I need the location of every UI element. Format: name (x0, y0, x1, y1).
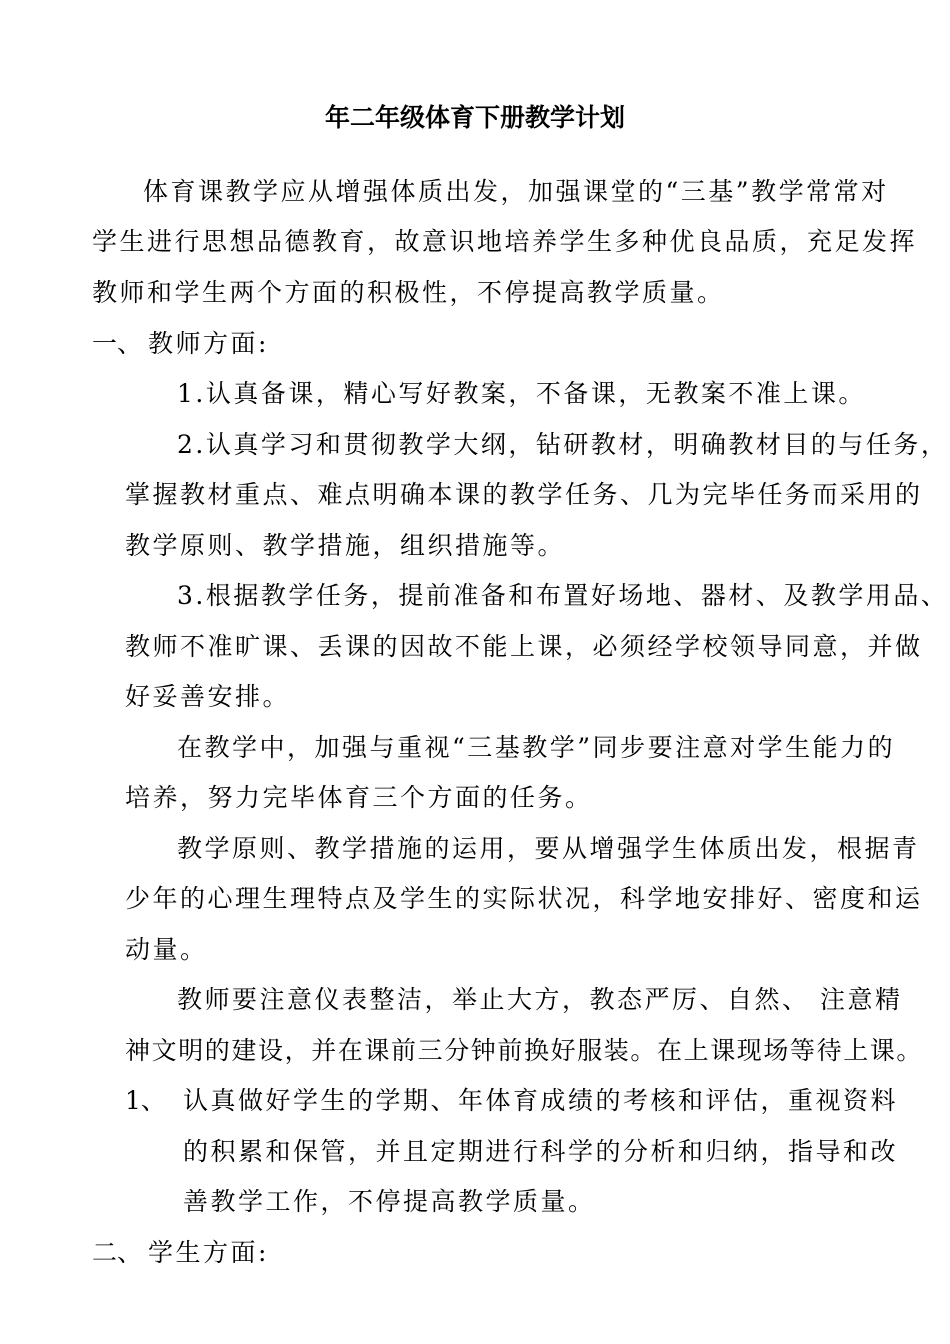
item-2-line-2: 掌握教材重点、难点明确本课的教学任务、几为完毕任务而采用的 (125, 480, 923, 509)
item-1-line-1: 1.认真备课，精心写好教案，不备课，无教案不准上课。 (177, 379, 866, 408)
para-5-line-1: 教学原则、教学措施的运用，要从增强学生体质出发，根据青 (177, 834, 920, 863)
item-3-line-2: 教师不准旷课、丢课的因故不能上课，必须经学校领导同意，并做 (125, 632, 923, 661)
item-2-line-1: 2.认真学习和贯彻教学大纲，钻研教材，明确教材目的与任务， (177, 430, 949, 459)
section-1-heading: 教师方面: (148, 329, 269, 358)
para-6-line-2: 神文明的建设，并在课前三分钟前换好服装。在上课现场等待上课。 (125, 1036, 924, 1065)
intro-line-3: 教师和学生两个方面的积极性，不停提高教学质量。 (92, 278, 725, 307)
section-2-heading: 学生方面: (148, 1238, 269, 1267)
section-1-number: 一、 (92, 329, 143, 358)
item-2-line-3: 教学原则、教学措施，组织措施等。 (125, 531, 566, 560)
para-4-line-1: 在教学中，加强与重视“三基教学”同步要注意对学生能力的 (177, 733, 896, 762)
intro-line-2: 学生进行思想品德教育，故意识地培养学生多种优良品质，充足发挥 (92, 227, 918, 256)
para-5-line-2: 少年的心理生理特点及学生的实际状况，科学地安排好、密度和运 (125, 884, 923, 913)
intro-line-1: 体育课教学应从增强体质出发，加强课堂的“三基”教学常常对 (143, 177, 889, 206)
para-5-line-3: 动量。 (125, 935, 208, 964)
list-1-number: 1、 (125, 1086, 166, 1115)
document-title: 年二年级体育下册教学计划 (324, 103, 625, 132)
item-3-line-3: 好妥善安排。 (125, 682, 291, 711)
list-1-line-1: 认真做好学生的学期、年体育成绩的考核和评估，重视资料 (183, 1086, 899, 1115)
para-4-line-2: 培养，努力完毕体育三个方面的任务。 (125, 783, 593, 812)
item-3-line-1: 3.根据教学任务，提前准备和布置好场地、器材、及教学用品、 (177, 581, 949, 610)
para-6-line-1: 教师要注意仪表整洁，举止大方，教态严厉、自然、 注意精 (177, 985, 903, 1014)
list-1-line-2: 的积累和保管，并且定期进行科学的分析和归纳，指导和改 (183, 1137, 899, 1166)
section-2-number: 二、 (92, 1238, 143, 1267)
list-1-line-3: 善教学工作，不停提高教学质量。 (183, 1187, 596, 1216)
